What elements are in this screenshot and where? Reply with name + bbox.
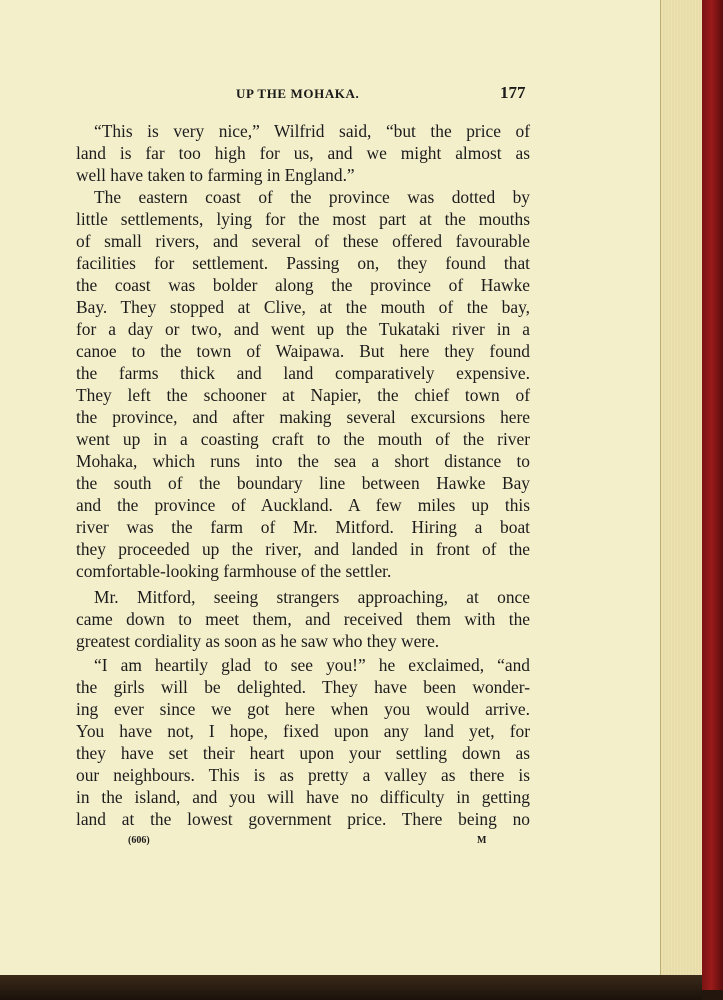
text-line: well have taken to farming in England.” (76, 165, 355, 185)
text-line: “This is very nice,” Wilfrid said, “but the price of (94, 121, 530, 141)
text-line: the girls will be delighted. They have been wonder- (76, 677, 530, 697)
text-line: You have not, I hope, fixed upon any land yet, for (76, 721, 530, 741)
text-line: the farms thick and land comparatively expensive. (76, 363, 530, 383)
text-line: the province, and after making several excursions here (76, 407, 530, 427)
text-line: “I am heartily glad to see you!” he exclaimed, “and (94, 655, 530, 675)
book-cover-edge (702, 0, 723, 990)
page-number: 177 (500, 83, 526, 102)
text-line: The eastern coast of the province was dotted by (94, 187, 530, 207)
text-line: they have set their heart upon your settling down as (76, 743, 530, 763)
text-line: ing ever since we got here when you would arrive. (76, 699, 530, 719)
text-line: land is far too high for us, and we might almost as (76, 143, 530, 163)
text-line: They left the schooner at Napier, the chief town of (76, 385, 530, 405)
text-line: came down to meet them, and received them with the (76, 609, 530, 629)
text-line: Mohaka, which runs into the sea a short distance to (76, 451, 530, 471)
text-line: our neighbours. This is as pretty a valley as there is (76, 765, 530, 785)
text-line: river was the farm of Mr. Mitford. Hiring a boat (76, 517, 530, 537)
running-title: UP THE MOHAKA. (236, 86, 360, 101)
text-line: canoe to the town of Waipawa. But here they found (76, 341, 530, 361)
text-line: Bay. They stopped at Clive, at the mouth of the bay, (76, 297, 530, 317)
text-line: in the island, and you will have no difficulty in getting (76, 787, 530, 807)
text-line: they proceeded up the river, and landed in front of the (76, 539, 530, 559)
text-line: land at the lowest government price. There being no (76, 809, 530, 829)
text-line: the coast was bolder along the province of Hawke (76, 275, 530, 295)
text-line: facilities for settlement. Passing on, they found that (76, 253, 530, 273)
text-line: Mr. Mitford, seeing strangers approaching, at once (94, 587, 530, 607)
signature-letter: M (477, 835, 487, 846)
text-line: little settlements, lying for the most part at the mouths (76, 209, 530, 229)
page-edges (660, 0, 703, 975)
scan-shadow (0, 975, 702, 1000)
text-line: went up in a coasting craft to the mouth of the river (76, 429, 530, 449)
text-line: and the province of Auckland. A few miles up this (76, 495, 530, 515)
text-line: the south of the boundary line between Hawke Bay (76, 473, 530, 493)
text-line: for a day or two, and went up the Tukataki river in a (76, 319, 530, 339)
signature-number: (606) (128, 835, 150, 846)
text-line: of small rivers, and several of these offered favourable (76, 231, 530, 251)
text-line: greatest cordiality as soon as he saw who they were. (76, 631, 440, 651)
text-line: comfortable-looking farmhouse of the settler. (76, 561, 392, 581)
